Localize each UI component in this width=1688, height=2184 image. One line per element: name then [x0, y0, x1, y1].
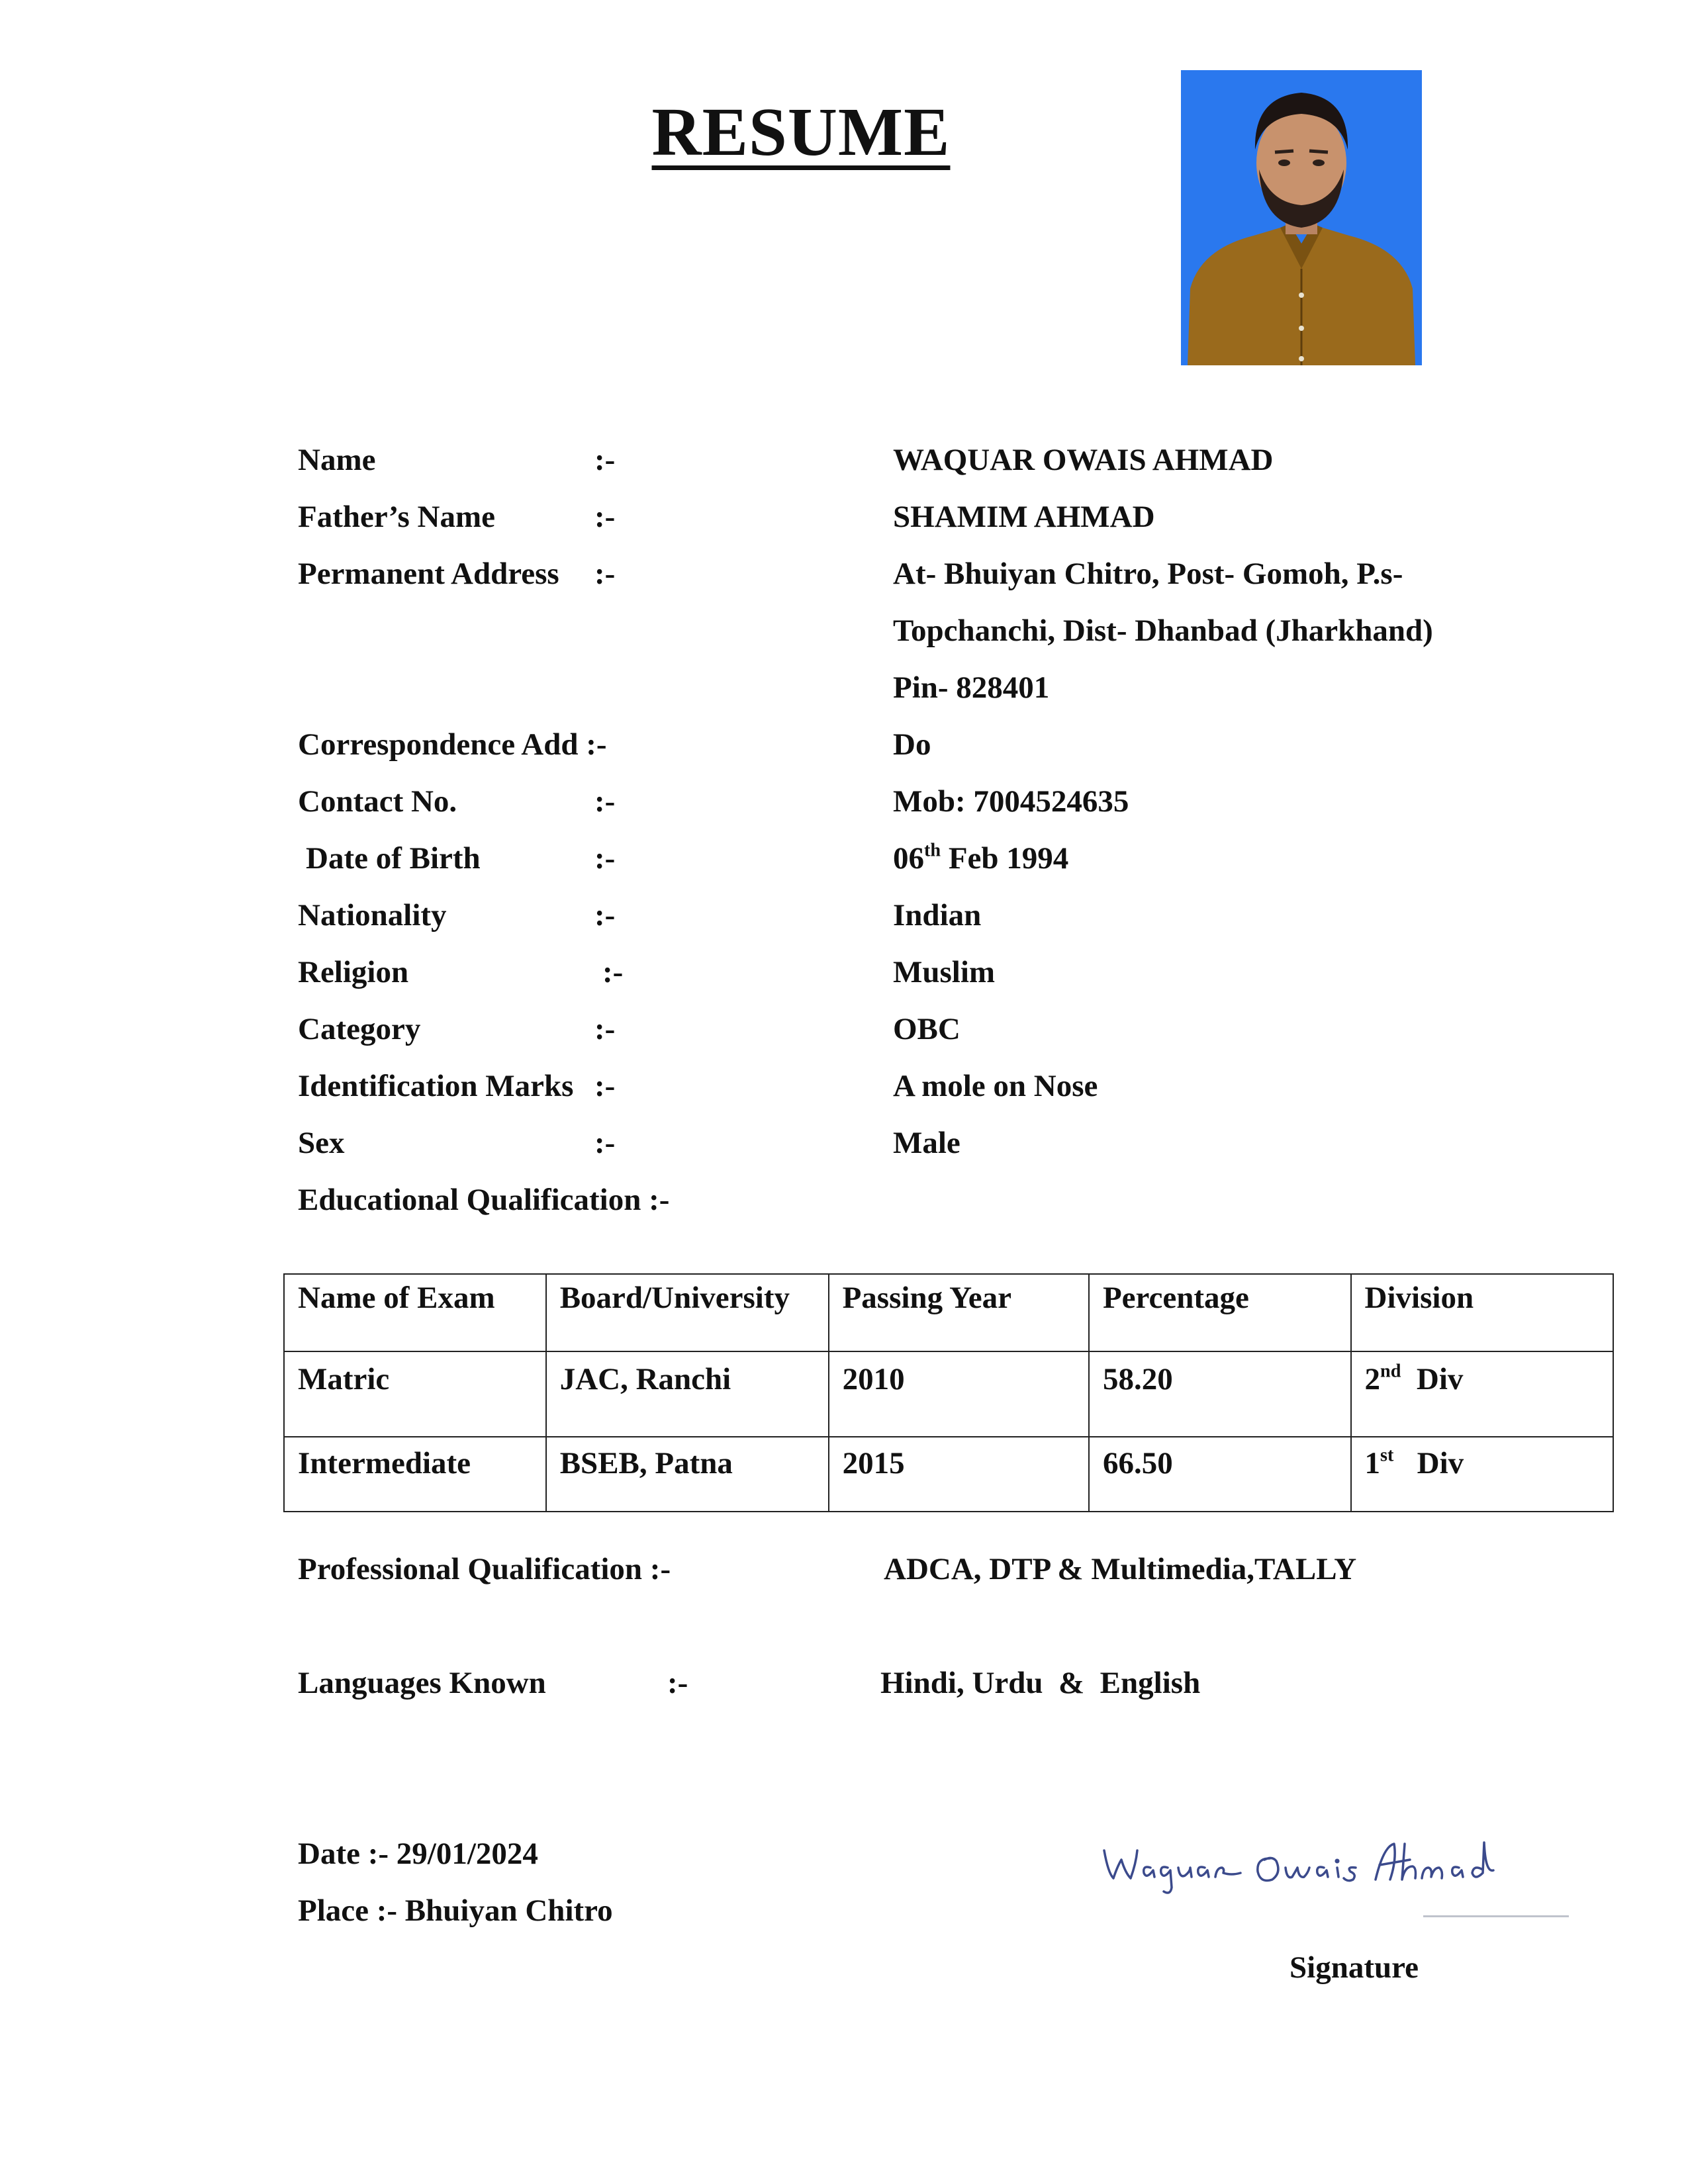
religion-separator: :- — [602, 955, 624, 989]
person-silhouette-icon — [1181, 70, 1422, 365]
profile-photo — [1181, 70, 1422, 365]
religion-label: Religion — [298, 955, 409, 989]
dob-separator: :- — [594, 841, 616, 876]
sex-separator: :- — [594, 1126, 616, 1160]
identification-marks-value: A mole on Nose — [893, 1069, 1098, 1103]
signature-line — [1423, 1915, 1569, 1917]
page-title: RESUME — [651, 94, 951, 170]
sex-value: Male — [893, 1126, 961, 1160]
table-cell-board: BSEB, Patna — [546, 1437, 829, 1512]
permanent-address-label: Permanent Address — [298, 557, 559, 591]
table-cell-year: 2010 — [829, 1351, 1089, 1437]
fathers-name-separator: :- — [594, 500, 616, 534]
table-header-cell: Percentage — [1089, 1274, 1351, 1351]
professional-qualification-value: ADCA, DTP & Multimedia,TALLY — [884, 1552, 1357, 1586]
sex-label: Sex — [298, 1126, 345, 1160]
name-label: Name — [298, 443, 376, 477]
table-cell-exam: Intermediate — [284, 1437, 546, 1512]
fathers-name-label: Father’s Name — [298, 500, 495, 534]
permanent-address-separator: :- — [594, 557, 616, 591]
table-header-row — [284, 1274, 1613, 1351]
nationality-value: Indian — [893, 898, 982, 933]
permanent-address-line-1: At- Bhuiyan Chitro, Post- Gomoh, P.s- — [893, 557, 1403, 591]
correspondence-address-label: Correspondence Add :- — [298, 727, 607, 762]
dob-value: 06th Feb 1994 — [893, 840, 1069, 876]
place-text: Place :- Bhuiyan Chitro — [298, 1893, 613, 1928]
table-row — [284, 1351, 1613, 1437]
languages-label: Languages Known — [298, 1666, 546, 1700]
table-cell-percentage: 58.20 — [1089, 1351, 1351, 1437]
contact-value: Mob: 7004524635 — [893, 784, 1129, 819]
table-cell-year: 2015 — [829, 1437, 1089, 1512]
permanent-address-pin: Pin- 828401 — [893, 670, 1050, 705]
educational-qualification-heading: Educational Qualification :- — [298, 1183, 670, 1217]
table-cell-board: JAC, Ranchi — [546, 1351, 829, 1437]
table-header-cell: Passing Year — [829, 1274, 1089, 1351]
table-row — [284, 1437, 1613, 1512]
identification-marks-label: Identification Marks — [298, 1069, 574, 1103]
dob-label: Date of Birth — [306, 841, 481, 876]
table-header-cell: Division — [1351, 1274, 1613, 1351]
languages-separator: :- — [667, 1666, 688, 1700]
handwritten-signature — [1099, 1827, 1496, 1899]
table-cell-division: 2nd Div — [1351, 1351, 1613, 1437]
table-header-cell: Name of Exam — [284, 1274, 546, 1351]
identification-marks-separator: :- — [594, 1069, 616, 1103]
table-header-cell: Board/University — [546, 1274, 829, 1351]
signature-label: Signature — [1289, 1950, 1419, 1985]
nationality-separator: :- — [594, 898, 616, 933]
professional-qualification-label: Professional Qualification :- — [298, 1552, 671, 1586]
correspondence-address-value: Do — [893, 727, 931, 762]
education-table — [283, 1273, 1614, 1512]
contact-label: Contact No. — [298, 784, 457, 819]
name-value: WAQUAR OWAIS AHMAD — [893, 443, 1274, 477]
nationality-label: Nationality — [298, 898, 447, 933]
permanent-address-line-2: Topchanchi, Dist- Dhanbad (Jharkhand) — [893, 614, 1433, 648]
fathers-name-value: SHAMIM AHMAD — [893, 500, 1155, 534]
religion-value: Muslim — [893, 955, 996, 989]
table-cell-exam: Matric — [284, 1351, 546, 1437]
category-value: OBC — [893, 1012, 961, 1046]
category-label: Category — [298, 1012, 421, 1046]
languages-value: Hindi, Urdu & English — [880, 1666, 1201, 1700]
date-text: Date :- 29/01/2024 — [298, 1837, 538, 1871]
name-separator: :- — [594, 443, 616, 477]
table-cell-percentage: 66.50 — [1089, 1437, 1351, 1512]
category-separator: :- — [594, 1012, 616, 1046]
table-cell-division: 1st Div — [1351, 1437, 1613, 1512]
contact-separator: :- — [594, 784, 616, 819]
